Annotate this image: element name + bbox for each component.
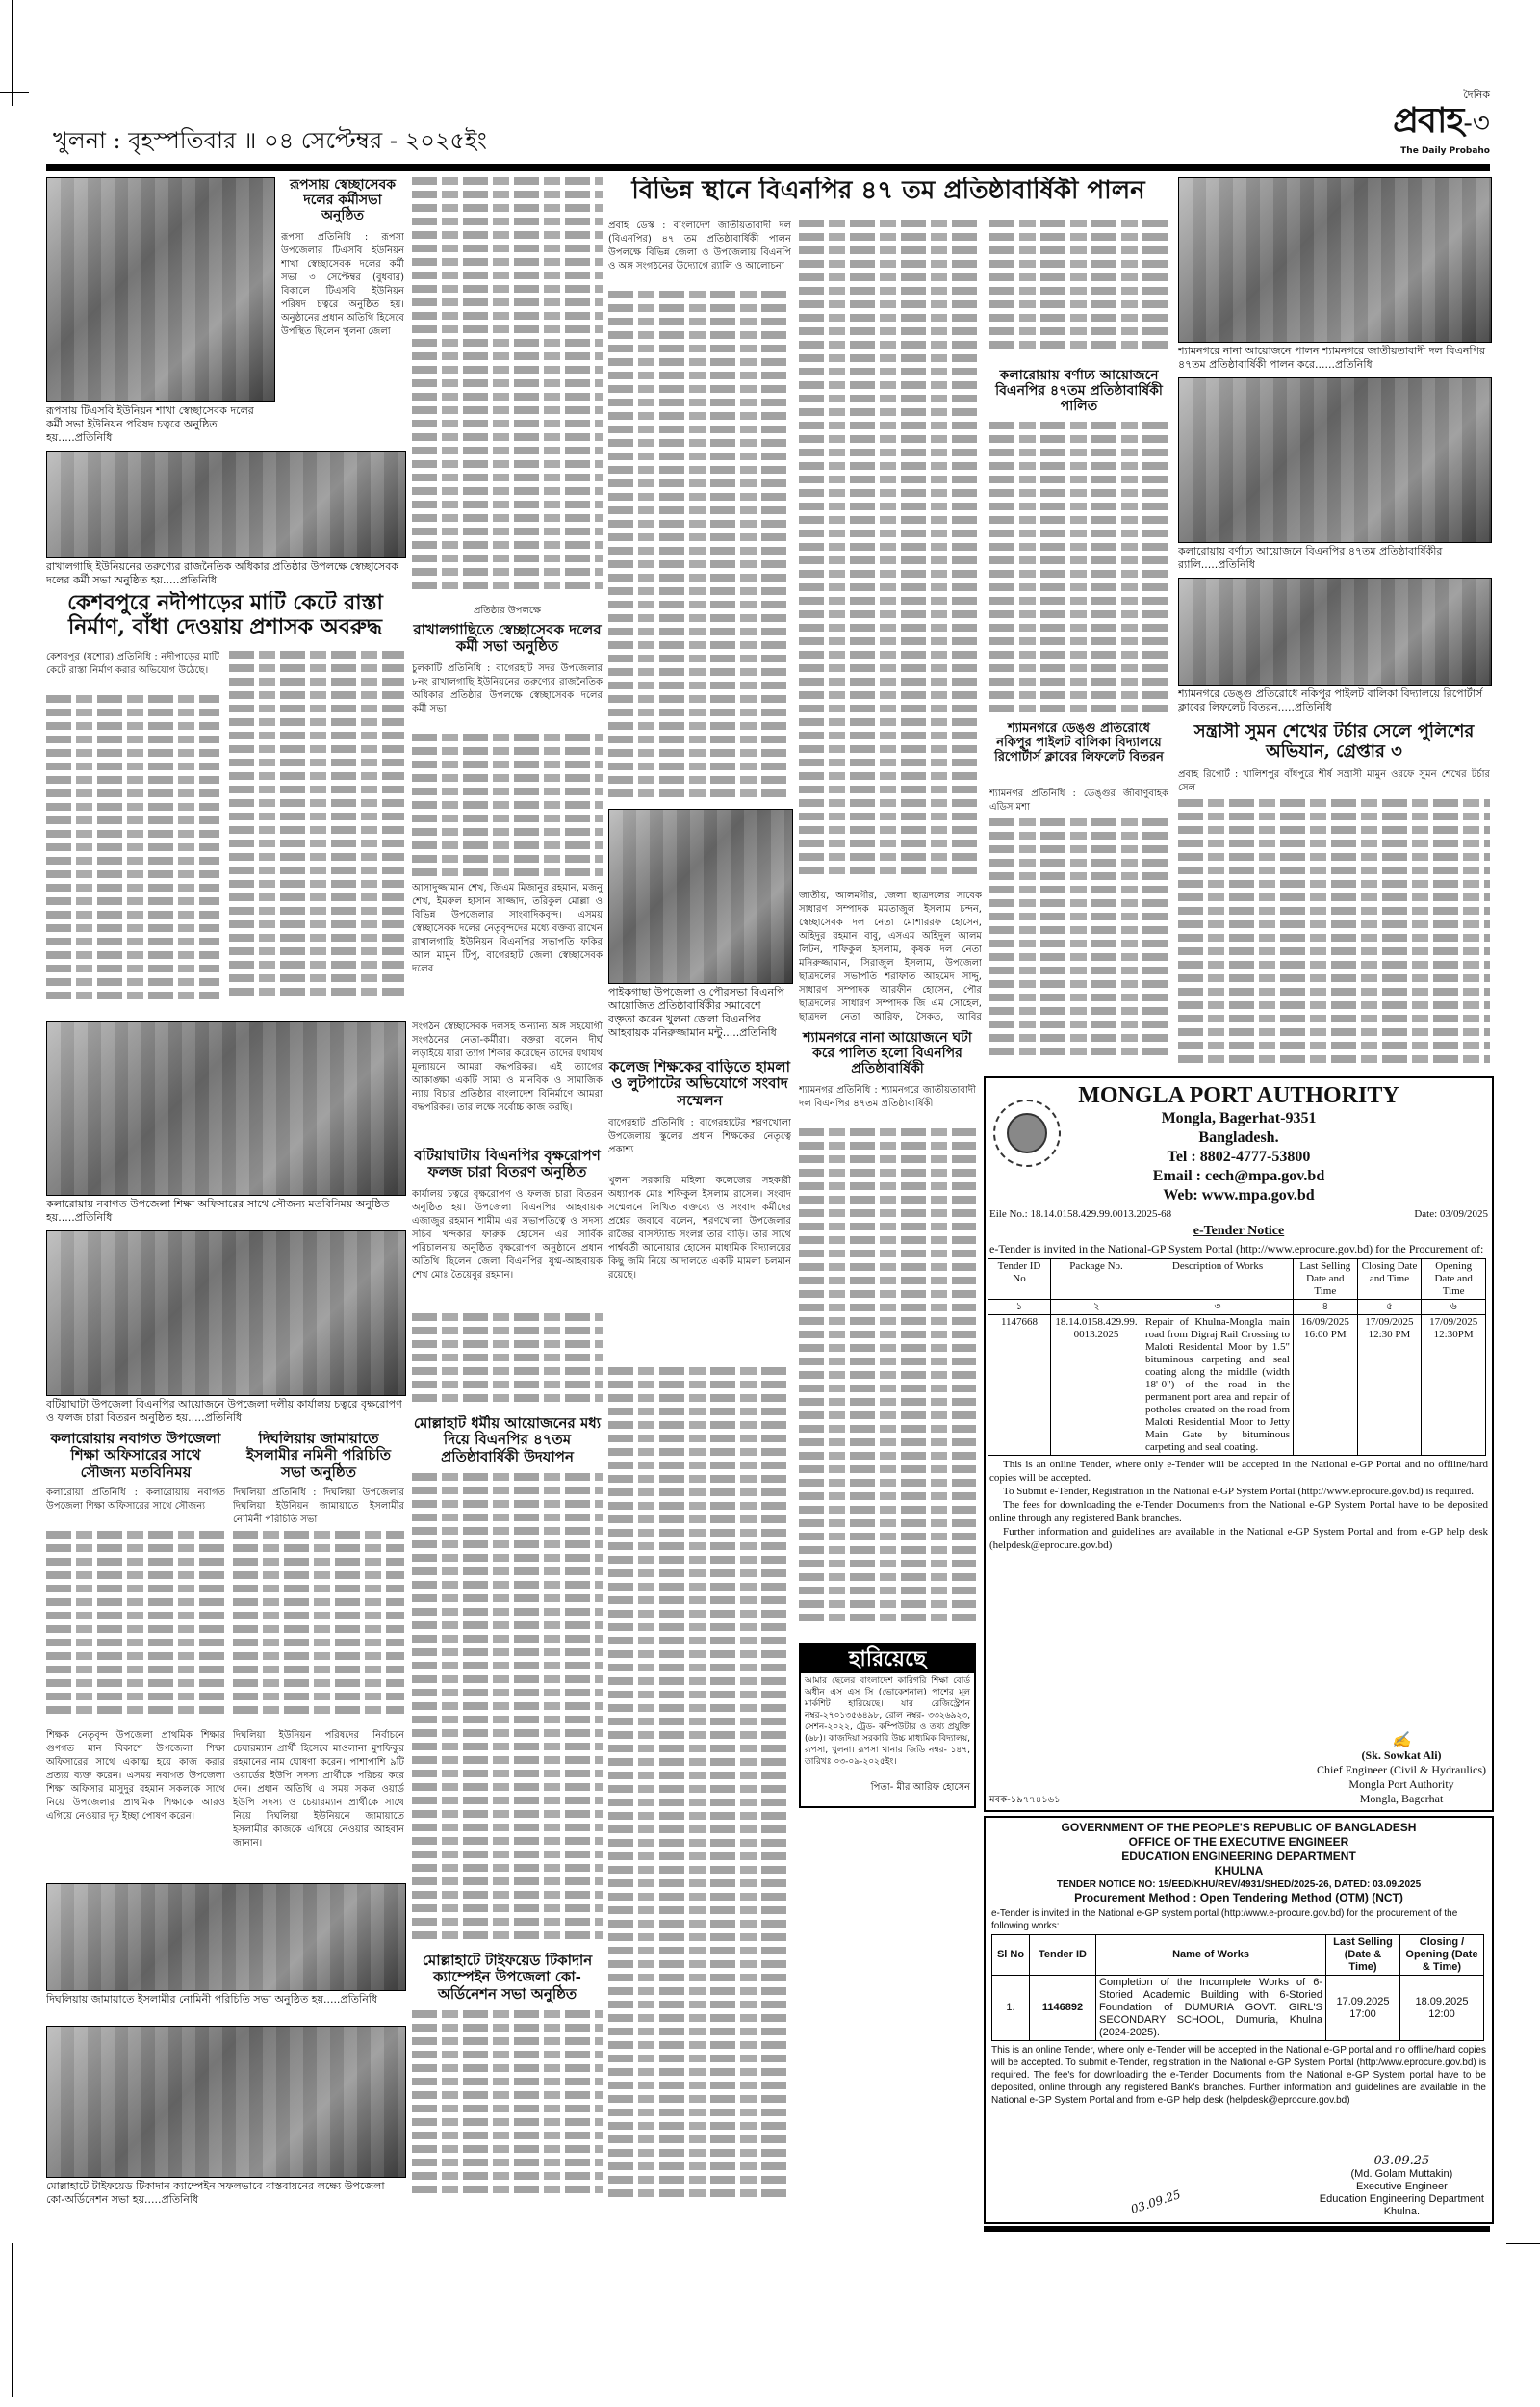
masthead-small: দৈনিক — [1463, 89, 1490, 101]
eed-th: Name of Works — [1096, 1935, 1326, 1976]
mpa-email[interactable]: Email : cech@mpa.gov.bd — [1152, 1168, 1325, 1184]
caption: শ্যামনগরে নানা আয়োজনে পালন শ্যামনগরে জাতীয়তাবাদী দল বিএনপির ৪৭তম প্রতিষ্ঠাবার্ষিকী পালন করে......প্রতিনিধি — [1178, 345, 1486, 371]
headline-rupsha: রূপসায় স্বেচ্ছাসেবক দলের কর্মীসভা অনুষ্ঠিত — [289, 177, 397, 224]
article-dighalia-text: দিঘলিয়া ইউনিয়ন পরিষদের নির্বাচনে চেয়ারম্যান প্রার্থী হিসেবে মাওলানা মুশফিকুর রহমানের নাম ঘোষণা করেন। পাশাপাশি ৯টি ওয়ার্ডের ইউপি সদস্য প্রার্থীকে পরিচয় করে দেন। প্রধান অতিথি এ সময় সকল ওয়ার্ড ইউপি সদস্য ও চেয়ারম্যান প্রার্থীকে সাথে নিয়ে দিঘলিয়া ইউনিয়নে জামায়াতে ইসলামীর কাজকে এগিয়ে নেওয়ার আহবান জানান। — [233, 1730, 404, 1849]
crop-mark — [1506, 2243, 1540, 2244]
article-kalaroa-text: শিক্ষক নেতৃবৃন্দ উপজেলা প্রাথমিক শিক্ষার গুণগত মান বিকাশে উপজেলা শিক্ষা অফিসারের সাথে একাত্ম হয়ে কাজ করার প্রত্যয় ব্যক্ত করেন। এসময় নবাগত উপজেলা শিক্ষা অফিসার মাসুদুর রহমান সকলকে সাথে নিয়ে উপজেলার প্রাথমিক শিক্ষাকে আরও এগিয়ে নেওয়ার দৃঢ় ইচ্ছা পোষণ করেন। — [46, 1730, 225, 1822]
mpa-address2: Bangladesh. — [1198, 1129, 1279, 1146]
eed-signer-name: (Md. Golam Muttakin) — [1350, 2168, 1453, 2180]
mpa-index: ২ — [1051, 1300, 1142, 1315]
article-college-text: খুলনা সরকারি মহিলা কলেজের সহকারী অধ্যাপক মোঃ শফিকুল ইসলাম রাসেল। সংবাদ সম্মেলনে লিখিত বক্তব্যে ও সংবাদ কর্মীদের প্রশ্নের জবাবে বলেন, শরণখোলা উপজেলার রাজৈর বাসস্ট্যান্ড সংলগ্ন তার বাড়ি। তার সাথে পার্শ্ববর্তী আনোয়ার হোসেন মাধ্যমিক বিদ্যালয়ের কিছু জমি নিয়ে আদালতে একটি মামলা চলমান রয়েছে। — [608, 1176, 791, 1281]
lost-notice-signature: পিতা- মীর আরিফ হোসেন — [870, 1782, 970, 1793]
eed-closing: 18.09.2025 12:00 — [1400, 1976, 1484, 2041]
lost-notice-title: হারিয়েছে — [801, 1644, 974, 1673]
headline-shyamnagar: শ্যামনগরে নানা আয়োজনে ঘটা করে পালিত হলো বিএনপির প্রতিষ্ঠাবার্ষিকী — [803, 1030, 972, 1077]
mpa-tender-id: 1147668 — [988, 1315, 1051, 1456]
article-keshabpur-lead: কেশবপুর (যশোর) প্রতিনিধি : নদীপাড়ের মাটি কেটে রাস্তা নির্মাণ করার অভিযোগ উঠেছে। — [46, 652, 219, 676]
mpa-index: ৩ — [1142, 1300, 1294, 1315]
headline-batiaghata: বটিয়াঘাটায় বিএনপির বৃক্ষরোপণ ফলজ চারা বিতরণ অনুষ্ঠিত — [414, 1148, 601, 1181]
eed-method: Procurement Method : Open Tendering Method (OTM) (NCT) — [1074, 1891, 1403, 1904]
eed-intro: e-Tender is invited in the National e-GP system portal (http:/www.e-procure.gov.bd) for the procurement of the following works: — [991, 1908, 1458, 1931]
crop-mark — [12, 0, 13, 106]
mpa-para2: To Submit e-Tender, Registration in the National e-GP System Portal (http://www.eprocure.gov.bd) is required. — [1003, 1486, 1474, 1497]
eed-notice-no: TENDER NOTICE NO: 15/EED/KHU/REV/4931/SHED/2025-26, DATED: 03.09.2025 — [1056, 1879, 1422, 1890]
mpa-para3: The fees for downloading the e-Tender Documents from the National e-GP System Portal have to be deposited online through any registered Bank branches. — [989, 1499, 1488, 1524]
article-school-lead: শ্যামনগর প্রতিনিধি : ডেঙ্গুর জীবাণুবাহক এডিস মশা — [989, 789, 1168, 813]
eed-th: Last Selling (Date & Time) — [1326, 1935, 1400, 1976]
headline-dighalia: দিঘলিয়ায় জামায়াতে ইসলামীর নমিনী পরিচিতি সভা অনুষ্ঠিত — [245, 1431, 392, 1481]
article-bnp-body-1 — [608, 291, 791, 801]
caption: দিঘলিয়ায় জামায়াতে ইসলামীর নোমিনী পরিচিতি সভা অনুষ্ঠিত হয়.....প্রতিনিধি — [46, 1993, 378, 2006]
photo-kalaroa-rally — [1178, 377, 1492, 543]
caption: পাইকগাছা উপজেলা ও পৌরসভা বিএনপি আয়োজিত প্রতিষ্ঠাবার্ষিকীর সমাবেশে বক্তৃতা করেন খুলনা জেলা বিএনপির আহবায়ক মনিরুজ্জামান মন্টু.....প্রতিনিধি — [608, 986, 784, 1039]
mpa-ad-code: মবক-১৯৭৭৪১৬১ — [989, 1795, 1061, 1805]
photo-dighalia — [46, 1883, 406, 1991]
mpa-signer-name: (Sk. Sowkat Ali) — [1361, 1748, 1442, 1762]
eed-sl: 1. — [992, 1976, 1030, 2041]
mpa-signer-place: Mongla, Bagerhat — [1359, 1792, 1444, 1805]
mpa-index: ৪ — [1294, 1300, 1358, 1315]
article-dighalia-body — [233, 1531, 404, 1723]
mpa-signature-scribble: ✍ — [1392, 1730, 1411, 1748]
article-dighalia-lead: দিঘলিয়া প্রতিনিধি : দিঘলিয়া উপজেলার দিঘলিয়া ইউনিয়ন জামায়াতে ইসলামীর নোমিনী পরিচিতি সভা — [233, 1488, 404, 1525]
mpa-th: Tender ID No — [988, 1259, 1051, 1300]
eed-line1: GOVERNMENT OF THE PEOPLE'S REPUBLIC OF BANGLADESH — [1061, 1821, 1417, 1834]
photo-rakhalgachhi-meeting — [46, 451, 406, 558]
photo-kalaroa-office — [46, 1021, 406, 1196]
article-rupsha-lead: রূপসা প্রতিনিধি : রূপসা উপজেলার টিএসবি ইউনিয়ন শাখা স্বেচ্ছাসেবক দলের কর্মী সভা ৩ সেপ্টেম্বর (বুধবার) বিকালে টিএসবি ইউনিয়ন পরিষদ চত্বরে অনুষ্ঠিত হয়। অনুষ্ঠানের প্রধান অতিথি হিসেবে উপস্থিত ছিলেন খুলনা জেলা — [281, 232, 404, 337]
mpa-table-row — [988, 1315, 1486, 1456]
article-kalaroa-lead: কলারোয়া প্রতিনিধি : কলারোয়ায় নবাগত উপজেলা শিক্ষা অফিসারের সাথে সৌজন্য — [46, 1488, 225, 1512]
eed-tender-table — [991, 1934, 1484, 2041]
article-rakhalgachhi-lead: চুলকাটি প্রতিনিধি : বাগেরহাট সদর উপজেলার ৮নং রাখালগাছি ইউনিয়নের তরুণ্যের রাজনৈতিক অধিকার প্রতিষ্ঠার উপলক্ষে স্বেচ্ছাসেবক দলের কর্মী সভা — [412, 663, 603, 714]
mpa-signer-org: Mongla Port Authority — [1348, 1777, 1454, 1791]
lost-notice-body: আমার ছেলের বাংলাদেশ কারিগরি শিক্ষা বোর্ড অধীন এস এস সি (ভোকেশনাল) পাশের মূল মার্কশিট হারিয়েছে। যার রেজিস্ট্রেশন নম্বর-২৭০১৩৫৬৪৯৮, রোল নম্বর- ৩৩২৬৯২৩, সেশন-২০২২, ট্রেড- কম্পিউটার ও তথ্য প্রযুক্তি (৬৮)। কাজদিয়া সরকারি উচ্চ মাধ্যমিক বিদ্যালয়, রূপসা, খুলনা। রূপসা থানার জিডি নম্বর- ১৪৭, তারিখঃ ০৩-০৯-২০২৫ইং। — [805, 1676, 970, 1767]
article-kalaroa-bnp-body — [989, 422, 1168, 716]
eed-th: Tender ID — [1030, 1935, 1096, 1976]
caption: কলারোয়ায় নবাগত উপজেলা শিক্ষা অফিসারের সাথে সৌজন্য মতবিনিময় অনুষ্ঠিত হয়.....প্রতিনিধি — [46, 1198, 390, 1224]
mpa-th: Package No. — [1051, 1259, 1142, 1300]
mpa-web[interactable]: Web: www.mpa.gov.bd — [1163, 1187, 1315, 1204]
article-bnp-body-3 — [989, 220, 1168, 362]
article-shyamnagar-body — [799, 1128, 976, 1637]
caption: বটিয়াঘাটা উপজেলা বিএনপির আয়োজনে উপজেলা দলীয় কার্যালয় চত্বরে বৃক্ষরোপণ ও ফলজ চারা বিতরন অনুষ্ঠিত হয়.....প্রতিনিধি — [46, 1398, 402, 1424]
caption: শ্যামনগরে ডেঙ্গু প্রতিরোধে নকিপুর পাইলট বালিকা বিদ্যালয়ে রিপোর্টার্স ক্লাবের লিফলেট বিতরন.....প্রতিনিধি — [1178, 687, 1483, 713]
crop-mark — [0, 92, 29, 93]
lost-notice — [799, 1643, 976, 1808]
mpa-date: Date: 03/09/2025 — [1414, 1208, 1488, 1220]
eed-line2: OFFICE OF THE EXECUTIVE ENGINEER — [1128, 1835, 1349, 1849]
mpa-th: Last Selling Date and Time — [1294, 1259, 1358, 1300]
article-school-body — [989, 818, 1168, 1069]
photo-shyamnagar-school — [1178, 578, 1492, 686]
photo-mollahat-coordination — [46, 2026, 406, 2178]
photo-paikgachha-rally — [608, 809, 793, 984]
mpa-para4: Further information and guidelines are available in the National e-GP System Portal and from e-GP help desk (helpdesk@eprocure.gov.bd) — [989, 1526, 1488, 1551]
crop-mark — [12, 2243, 13, 2397]
mpa-para1: This is an online Tender, where only e-Tender will be accepted in the National e-GP Portal and no offline/hard copies will be accepted. — [989, 1459, 1488, 1484]
mpa-tender-table — [988, 1258, 1486, 1456]
eed-para: This is an online Tender, where only e-Tender will be accepted in the National e-GP portal and no offline/hard copies will be accepted. To submit e-Tender, registration in the National e-GP System Portal (http:/www.eprocure.gov.bd) is required. The fee's for downloading the e-Tender Documents from the National e-GP System portal have to be deposited, online through any registered Bank's branches. Further information and guidelines are available in the National e-GP System Portal and from e-GP help desk (helpdesk@eprocure.gov.bd) — [991, 2045, 1486, 2106]
article-keshabpur-body — [46, 695, 219, 1013]
mpa-opening: 17/09/2025 12:30PM — [1422, 1315, 1486, 1456]
article-rakhalgachhi-body — [412, 734, 603, 878]
headline-monirampur: মোল্লাহাট ধর্মীয় আয়োজনের মধ্য দিয়ে বিএনপির ৪৭তম প্রতিষ্ঠাবার্ষিকী উদযাপন — [413, 1415, 602, 1465]
article-college-body — [608, 1367, 791, 2205]
eed-tender-id: 1146892 — [1030, 1976, 1096, 2041]
article-terror-lead: প্রবাহ রিপোর্ট : খালিশপুর বাঁধপুরে শীর্ষ সন্ত্রাসী মামুন ওরফে সুমন শেখের টর্চার সেল — [1178, 769, 1490, 793]
mpa-tel: Tel : 8802-4777-53800 — [1167, 1149, 1311, 1165]
eed-line3: EDUCATION ENGINEERING DEPARTMENT — [1121, 1850, 1356, 1863]
mpa-th: Opening Date and Time — [1422, 1259, 1486, 1300]
eed-signature-date: 03.09.25 — [1373, 2154, 1430, 2168]
masthead-english: The Daily Probaho — [1400, 146, 1490, 156]
eed-last-selling: 17.09.2025 17:00 — [1326, 1976, 1400, 2041]
article-batiaghata-text: কার্যালয় চত্বরে বৃক্ষরোপণ ও ফলজ চারা বিতরন অনুষ্ঠিত হয়। উপজেলা বিএনপির আহবায়ক এজাজুর রহমান শামীম এর সভাপতিত্বে ও সদস্য সচিব খন্দকার ফারুক হোসেন এর সার্বিক পরিচালনায় অনুষ্ঠিত বৃক্ষরোপণ অনুষ্ঠানে প্রধান অতিথি ছিলেন জেলা বিএনপির যুগ্ম-আহবায়ক শেখ মোঃ তৈয়েবুর রহমান। — [412, 1189, 603, 1281]
eed-margin-date: 03.09.25 — [1129, 2187, 1183, 2216]
headline-keshabpur: কেশবপুরে নদীপাড়ের মাটি কেটে রাস্তা নির্মাণ, বাঁধা দেওয়ায় প্রশাসক অবরুদ্ধ — [67, 591, 383, 640]
article-rakhalgachhi-kicker: প্রতিষ্ঠার উপলক্ষে — [473, 606, 542, 616]
caption: রূপসায় টিএসবি ইউনিয়ন শাখা স্বেচ্ছাসেবক দলের কর্মী সভা ইউনিয়ন পরিষদ চত্বরে অনুষ্ঠিত হয়.....প্রতিনিধি — [46, 404, 254, 444]
photo-batiaghata — [46, 1230, 406, 1396]
eed-signer-dept: Education Engineering Department — [1319, 2193, 1484, 2205]
article-monirampur-body — [412, 1473, 603, 1945]
caption: রাখালগাছি ইউনিয়নের তরুণ্যের রাজনৈতিক অধিকার প্রতিষ্ঠার উপলক্ষে স্বেচ্ছাসেবক দলের কর্মী সভা অনুষ্ঠিত হয়.....প্রতিনিধি — [46, 560, 399, 586]
caption: কলারোয়ায় বর্ণাঢ্য আয়োজনে বিএনপির ৪৭তম প্রতিষ্ঠাবার্ষিকীর র‌্যালি.....প্রতিনিধি — [1178, 545, 1443, 571]
article-college-lead: বাগেরহাট প্রতিনিধি : বাগেরহাটের শরণখোলা উপজেলায় স্কুলের প্রধান শিক্ষকের নেতৃত্বে প্রকাশ্য — [608, 1118, 791, 1155]
article-rakhalgachhi-attendees: আসাদুজ্জামান শেখ, জিএম মিজানুর রহমান, মজনু শেখ, ইমরুল হাসান সাজ্জাদ, তরিকুল মোল্লা ও বিভিন্ন উপজেলার সাংবাদিকবৃন্দ। এসময় স্বেচ্ছাসেবক দলের নেতৃবৃন্দদের মধ্যে বক্তব্য রাখেন রাখালগাছি ইউনিয়ন বিএনপির সভাপতি ফকির আল মামুন টিপু, বাগেরহাট জেলা স্বেচ্ছাসেবক দলের — [412, 883, 603, 974]
masthead-logo: প্রবাহ — [1393, 100, 1464, 141]
article-batiaghata-body — [412, 1313, 603, 1410]
mpa-notice-title: e-Tender Notice — [1193, 1224, 1285, 1238]
footer-rule — [984, 2226, 1490, 2232]
article-keshabpur-body-2 — [229, 651, 404, 1013]
caption: মোল্লাহাটে টাইফয়েড টিকাদান ক্যাম্পেইন সফলভাবে বাস্তবায়নের লক্ষ্যে উপজেলা কো-অর্ডিনেশন সভা হয়.....প্রতিনিধি — [46, 2180, 385, 2206]
headline-terror: সন্ত্রাসী সুমন শেখের টর্চার সেলে পুলিশের অভিযান, গ্রেপ্তার ৩ — [1194, 722, 1475, 762]
article-kalaroa-body — [46, 1531, 225, 1723]
headline-kalaroa: কলারোয়ায় নবাগত উপজেলা শিক্ষা অফিসারের সাথে সৌজন্য মতবিনিময় — [50, 1431, 221, 1481]
dateline: খুলনা : বৃহস্পতিবার ॥ ০৪ সেপ্টেম্বর - ২০২৫ইং — [53, 127, 487, 154]
mpa-index: ১ — [988, 1300, 1051, 1315]
mpa-intro: e-Tender is invited in the National-GP System Portal (http://www.eprocure.gov.bd) for the Procurement of: — [989, 1242, 1484, 1255]
article-dumuria-vaccine-body — [412, 2010, 603, 2203]
mpa-th: Closing Date and Time — [1357, 1259, 1422, 1300]
mpa-address1: Mongla, Bagerhat-9351 — [1161, 1110, 1317, 1126]
article-bnp-lead: প্রবাহ ডেস্ক : বাংলাদেশ জাতীয়তাবাদী দল (বিএনপির) ৪৭ তম প্রতিষ্ঠাবার্ষিকী পালন উপলক্ষে বিভিন্ন জেলা ও উপজেলায় বিএনপি ও অঙ্গ সংগঠনের উদ্যোগে র‌্যালি ও আলোচনা — [608, 220, 791, 272]
mpa-closing: 17/09/2025 12:30 PM — [1357, 1315, 1422, 1456]
headline-shyamnagar-school: শ্যামনগরে ডেঙ্গু প্রতিরোধে নকিপুর পাইলট বালিকা বিদ্যালয়ে রিপোর্টার্স ক্লাবের লিফলেট বিতরন — [994, 722, 1164, 764]
article-rakhalgachhi-speech: সংগঠন স্বেচ্ছাসেবক দলসহ অন্যান্য অঙ্গ সহযোগী সংগঠনের নেতা-কর্মীরা। বক্তরা বলেন দীর্ঘ লড়াইয়ে যারা ত্যাগ শিকার করেছেন তাদের যথাযথ মূল্যায়নে আমরা বদ্ধপরিকর। এই ত্যাগের আকাঙ্ক্ষা একটি সাম্য ও মানবিক ও সামাজিক ন্যায় বিচার প্রতিষ্ঠার বাংলাদেশ বিনির্মাণে আমরা বদ্ধপরিকর। তার লক্ষে সর্বোচ্চ কাজ করছি। — [412, 1022, 603, 1113]
article-shyamnagar-lead: শ্যামনগর প্রতিনিধি : শ্যামনগরে জাতীয়তাবাদী দল বিএনপির ৪৭তম প্রতিষ্ঠাবার্ষিকী — [799, 1085, 976, 1109]
article-bnp-body-2 — [799, 220, 982, 884]
article-rupsha-body — [412, 177, 603, 601]
photo-shyamnagar-hall — [1178, 177, 1492, 343]
mpa-package-no: 18.14.0158.429.99.0013.2025 — [1051, 1315, 1142, 1456]
mpa-tender-notice — [984, 1076, 1494, 1812]
mpa-file-no: Eile No.: 18.14.0158.429.99.0013.2025-68 — [989, 1208, 1172, 1220]
headline-college-teacher: কলেজ শিক্ষকের বাড়িতে হামলা ও লুটপাটের অভিযোগে সংবাদ সম্মেলন — [609, 1059, 790, 1109]
page-number: -৩ — [1463, 107, 1490, 139]
eed-th: Closing / Opening (Date & Time) — [1400, 1935, 1484, 1976]
header-rule — [46, 164, 1490, 171]
article-terror-body — [1178, 799, 1490, 1069]
eed-signer-title: Executive Engineer — [1355, 2181, 1448, 2192]
headline-kalaroa-bnp: কলারোয়ায় বর্ণাঢ্য আয়োজনে বিএনপির ৪৭তম প্রতিষ্ঠাবার্ষিকী পালিত — [995, 368, 1163, 415]
mpa-description: Repair of Khulna-Mongla main road from Digraj Rail Crossing to Maloti Residental Moor by 1.5" bituminous carpeting and seal coating along the middle (width 18'-0") of the road in the permanent port area and repair of potholes created on the road from Maloti Residential Moor to Jetty Main Gate by bituminous carpeting and seal coating. — [1142, 1315, 1294, 1456]
eed-table-row — [992, 1976, 1484, 2041]
mpa-seal — [993, 1100, 1061, 1167]
mpa-index: ৬ — [1422, 1300, 1486, 1315]
eed-works: Completion of the Incomplete Works of 6-Storied Academic Building with 6-Storied Foundation of DUMURIA GOVT. GIRL'S SECONDARY SCHOOL, Dumuria, Khulna (2024-2025). — [1096, 1976, 1326, 2041]
headline-rakhalgachhi: রাখালগাছিতে স্বেচ্ছাসেবক দলের কর্মী সভা অনুষ্ঠিত — [413, 622, 602, 656]
eed-signer-place: Khulna. — [1383, 2206, 1421, 2217]
mpa-th: Description of Works — [1142, 1259, 1294, 1300]
mpa-index: ৫ — [1357, 1300, 1422, 1315]
mpa-org: MONGLA PORT AUTHORITY — [1078, 1083, 1399, 1108]
eed-th: Sl No — [992, 1935, 1030, 1976]
masthead — [1328, 89, 1490, 157]
article-bnp-mid: জাতীয়, আলমগীর, জেলা ছাত্রদলের সাবেক সাধারণ সম্পাদক মমতাজুল ইসলাম চন্দন, স্বেচ্ছাসেবক দল নেতা মোশাররফ হোসেন, অহিদুর রহমান বাবু, এসএম অহিদুল আলম লিটন, শফিকুল ইসলাম, কৃষক দল নেতা মনিরুজ্জামান, সিরাজুল ইসলাম, উপজেলা ছাত্রদলের সভাপতি শরাফাত আহমেদ সাদ্দু, সাধারণ সম্পাদক আরফীন হোসেন, পৌর ছাত্রদলের সাধারণ সম্পাদক জি এম সোহেল, ছাত্রদল নেতা আরিফ, সৈকত, আবির — [799, 891, 982, 1022]
photo-rupsha-meeting — [46, 177, 275, 402]
mpa-signer-title: Chief Engineer (Civil & Hydraulics) — [1317, 1763, 1486, 1776]
eed-tender-notice — [984, 1816, 1494, 2224]
headline-dumuria-vaccine: মোল্লাহাটে টাইফয়েড টিকাদান ক্যাম্পেইন উপজেলা কো-অর্ডিনেশন সভা অনুষ্ঠিত — [422, 1953, 593, 2003]
headline-bnp-anniversary: বিভিন্ন স্থানে বিএনপির ৪৭ তম প্রতিষ্ঠাবার্ষিকী পালন — [631, 177, 1145, 205]
eed-line4: KHULNA — [1214, 1864, 1264, 1877]
mpa-last-selling: 16/09/2025 16:00 PM — [1294, 1315, 1358, 1456]
